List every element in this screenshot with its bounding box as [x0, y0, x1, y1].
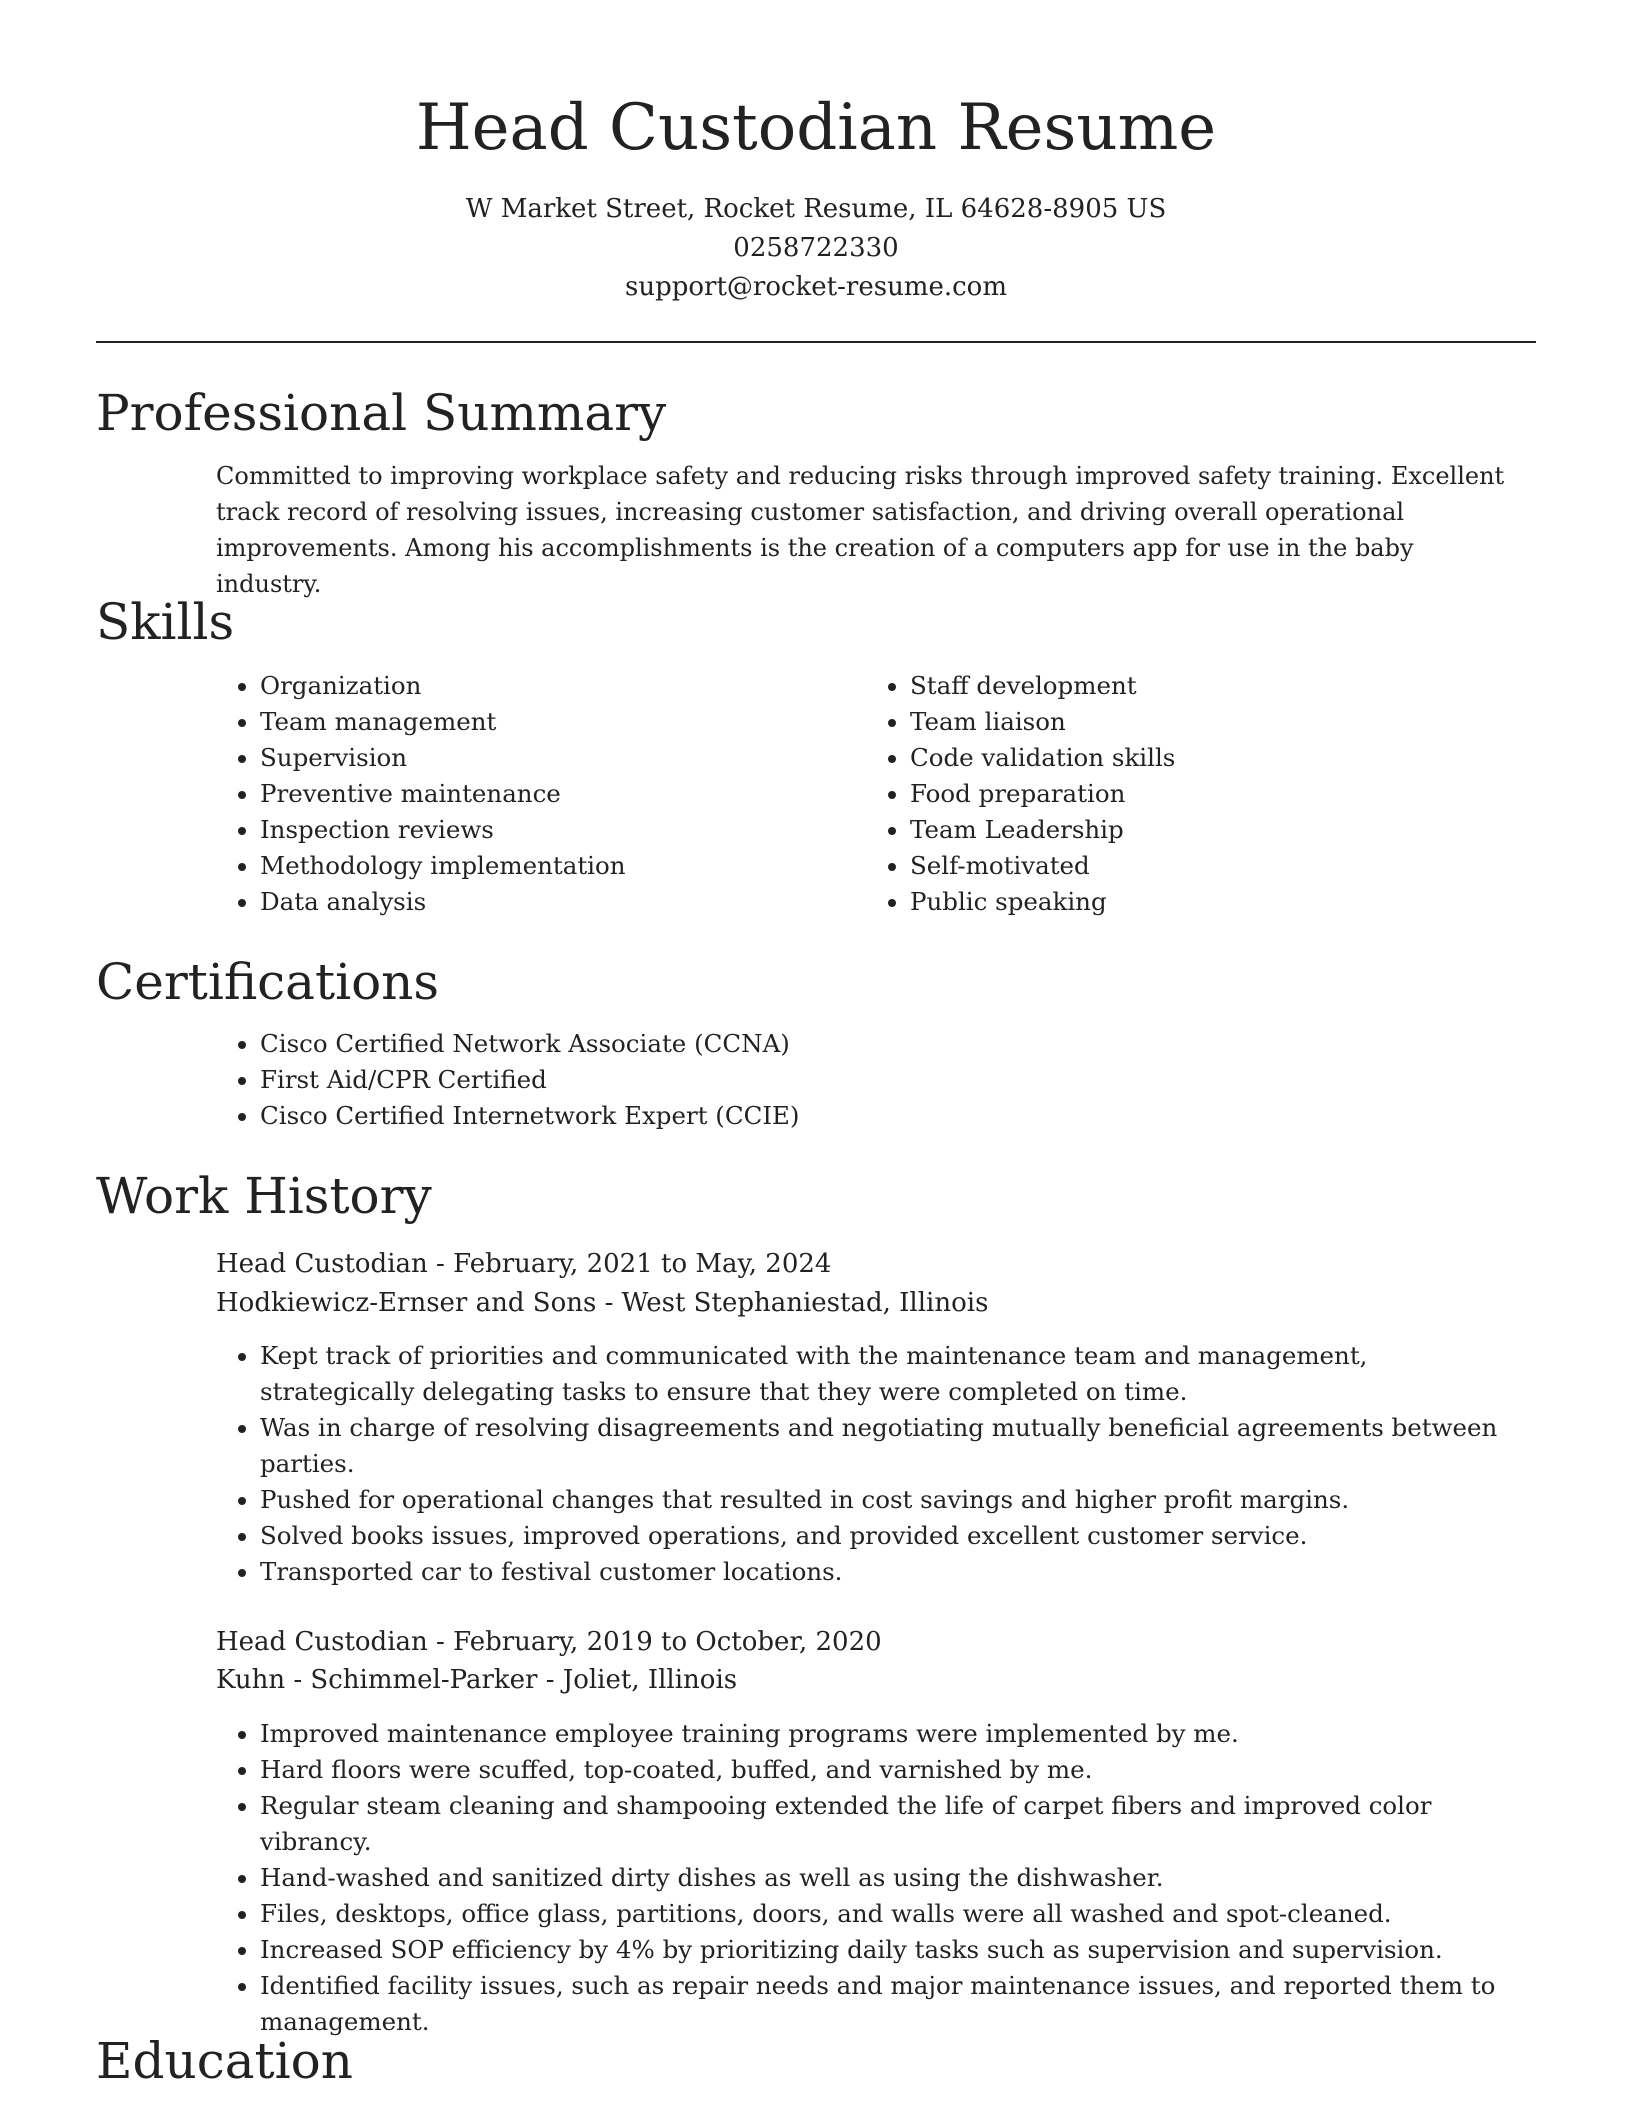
job-bullet: • Improved maintenance employee training programs were implemented by me. — [260, 1716, 1520, 1752]
skill-item: • Methodology implementation — [260, 848, 820, 884]
job-bullet: • Kept track of priorities and communicated with the maintenance team and management, strategically delegating tasks to ensure that they were completed on time. — [260, 1338, 1520, 1410]
skill-item: • Food preparation — [910, 776, 1510, 812]
skill-item: • Organization — [260, 668, 820, 704]
summary-text — [216, 458, 1516, 602]
summary-line: track record of resolving issues, increasing customer satisfaction, and driving overall operational — [216, 498, 1405, 526]
skill-item: • Data analysis — [260, 884, 820, 920]
skill-item: • Inspection reviews — [260, 812, 820, 848]
job-company-line: Kuhn - Schimmel-Parker - Joliet, Illinois — [216, 1665, 738, 1695]
education-heading: Education — [96, 2032, 353, 2090]
job-bullet: • Hard floors were scuffed, top-coated, buffed, and varnished by me. — [260, 1752, 1520, 1788]
header-divider — [96, 341, 1536, 343]
skill-item: • Team liaison — [910, 704, 1510, 740]
skill-item: • Self-motivated — [910, 848, 1510, 884]
job-bullets — [216, 1338, 1520, 1590]
summary-line: Committed to improving workplace safety and reducing risks through improved safety training. Excellent — [216, 462, 1505, 490]
job-bullet: • Identified facility issues, such as repair needs and major maintenance issues, and reported them to management. — [260, 1968, 1520, 2040]
certification-item: • Cisco Certified Network Associate (CCNA) — [260, 1026, 1460, 1062]
phone: 0258722330 — [733, 233, 899, 263]
certifications-heading: Certifications — [96, 953, 440, 1011]
job-bullet: • Transported car to festival customer locations. — [260, 1554, 1520, 1590]
job-title-line: Head Custodian - February, 2021 to May, 2024 — [216, 1249, 832, 1279]
job-title-line: Head Custodian - February, 2019 to October, 2020 — [216, 1627, 882, 1657]
skill-item: • Staff development — [910, 668, 1510, 704]
skill-item: • Preventive maintenance — [260, 776, 820, 812]
skill-item: • Team Leadership — [910, 812, 1510, 848]
work-history-heading: Work History — [96, 1167, 432, 1225]
job-bullet: • Was in charge of resolving disagreements and negotiating mutually beneficial agreements between parties. — [260, 1410, 1520, 1482]
contact-info — [96, 190, 1536, 307]
summary-heading: Professional Summary — [96, 384, 667, 442]
page-title: Head Custodian Resume — [415, 91, 1217, 165]
job-bullets — [216, 1716, 1520, 2040]
skills-heading: Skills — [96, 593, 235, 651]
certification-item: • Cisco Certified Internetwork Expert (CCIE) — [260, 1098, 1460, 1134]
skills-list-left — [216, 668, 820, 920]
email: support@rocket-resume.com — [624, 272, 1007, 302]
summary-line: improvements. Among his accomplishments is the creation of a computers app for use in the baby industry. — [216, 534, 1414, 598]
skill-item: • Supervision — [260, 740, 820, 776]
skill-item: • Code validation skills — [910, 740, 1510, 776]
job-bullet: • Regular steam cleaning and shampooing extended the life of carpet fibers and improved color vibrancy. — [260, 1788, 1520, 1860]
skill-item: • Team management — [260, 704, 820, 740]
job-company-line: Hodkiewicz-Ernser and Sons - West Stephaniestad, Illinois — [216, 1288, 989, 1318]
skill-item: • Public speaking — [910, 884, 1510, 920]
job-bullet: • Pushed for operational changes that resulted in cost savings and higher profit margins. — [260, 1482, 1520, 1518]
job-bullet: • Increased SOP efficiency by 4% by prioritizing daily tasks such as supervision and supervision. — [260, 1932, 1520, 1968]
certification-item: • First Aid/CPR Certified — [260, 1062, 1460, 1098]
address: W Market Street, Rocket Resume, IL 64628-8905 US — [465, 194, 1167, 224]
job-bullet: • Solved books issues, improved operations, and provided excellent customer service. — [260, 1518, 1520, 1554]
job-bullet: • Files, desktops, office glass, partitions, doors, and walls were all washed and spot-cleaned. — [260, 1896, 1520, 1932]
certifications-list — [216, 1026, 1460, 1134]
job-bullet: • Hand-washed and sanitized dirty dishes as well as using the dishwasher. — [260, 1860, 1520, 1896]
skills-list-right — [866, 668, 1510, 920]
